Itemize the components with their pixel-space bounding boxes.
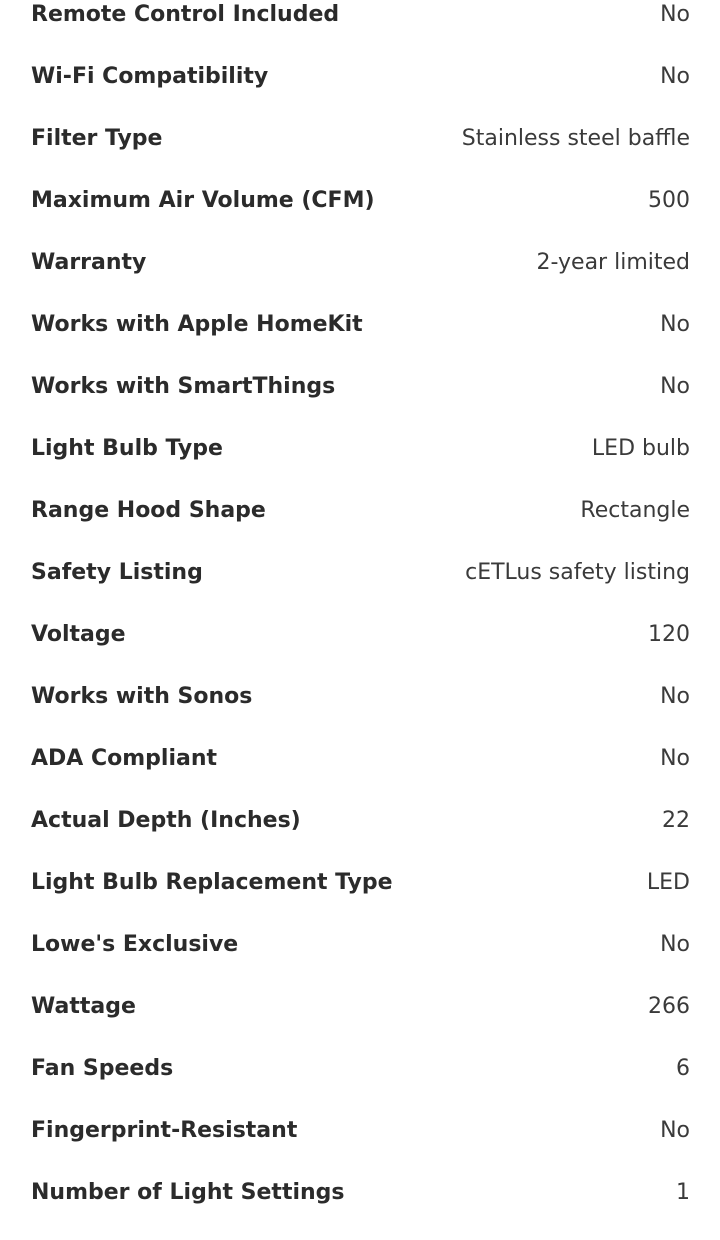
spec-row-wifi: [0, 62, 720, 124]
spec-value: LED: [646, 870, 690, 895]
spec-label: Wi-Fi Compatibility: [31, 64, 269, 89]
spec-row-bulb-type: [0, 434, 720, 496]
spec-value: 120: [648, 622, 690, 647]
spec-label: Actual Depth (Inches): [31, 808, 301, 833]
spec-value: No: [660, 746, 690, 771]
spec-label: Light Bulb Replacement Type: [31, 870, 393, 895]
spec-row-depth: [0, 806, 720, 868]
spec-label: Number of Light Settings: [31, 1180, 345, 1205]
spec-row-sonos: [0, 682, 720, 744]
spec-row-smartthings: [0, 372, 720, 434]
spec-label: Works with Apple HomeKit: [31, 312, 363, 337]
spec-value: LED bulb: [591, 436, 690, 461]
spec-row-fingerprint: [0, 1116, 720, 1178]
spec-label: Remote Control Included: [31, 2, 340, 27]
spec-row-air-volume: [0, 186, 720, 248]
spec-value: No: [660, 374, 690, 399]
spec-value: Rectangle: [580, 498, 690, 523]
spec-value: No: [660, 2, 690, 27]
spec-value: 2-year limited: [536, 250, 690, 275]
spec-label: Works with Sonos: [31, 684, 253, 709]
spec-value: No: [660, 64, 690, 89]
spec-value: No: [660, 684, 690, 709]
spec-row-light-settings: [0, 1178, 720, 1240]
spec-row-lowes-exclusive: [0, 930, 720, 992]
spec-row-voltage: [0, 620, 720, 682]
spec-value: 22: [662, 808, 690, 833]
spec-label: Maximum Air Volume (CFM): [31, 188, 375, 213]
spec-label: Voltage: [31, 622, 126, 647]
spec-row-remote-control: [0, 0, 720, 62]
spec-value: 500: [648, 188, 690, 213]
spec-row-homekit: [0, 310, 720, 372]
spec-label: Safety Listing: [31, 560, 203, 585]
spec-value: cETLus safety listing: [465, 560, 690, 585]
spec-row-bulb-replacement: [0, 868, 720, 930]
spec-value: 6: [676, 1056, 690, 1081]
spec-label: Range Hood Shape: [31, 498, 266, 523]
spec-label: Fan Speeds: [31, 1056, 174, 1081]
spec-value: 266: [648, 994, 690, 1019]
spec-label: Lowe's Exclusive: [31, 932, 239, 957]
spec-row-warranty: [0, 248, 720, 310]
spec-label: Works with SmartThings: [31, 374, 336, 399]
spec-value: 1: [676, 1180, 690, 1205]
spec-label: ADA Compliant: [31, 746, 218, 771]
spec-row-hood-shape: [0, 496, 720, 558]
spec-value: No: [660, 1118, 690, 1143]
spec-value: No: [660, 932, 690, 957]
spec-label: Fingerprint-Resistant: [31, 1118, 298, 1143]
spec-label: Warranty: [31, 250, 147, 275]
spec-value: Stainless steel baffle: [461, 126, 690, 151]
spec-label: Filter Type: [31, 126, 163, 151]
spec-row-fan-speeds: [0, 1054, 720, 1116]
spec-row-filter-type: [0, 124, 720, 186]
spec-row-ada: [0, 744, 720, 806]
spec-label: Wattage: [31, 994, 136, 1019]
spec-value: No: [660, 312, 690, 337]
spec-row-safety-listing: [0, 558, 720, 620]
spec-row-wattage: [0, 992, 720, 1054]
spec-label: Light Bulb Type: [31, 436, 223, 461]
